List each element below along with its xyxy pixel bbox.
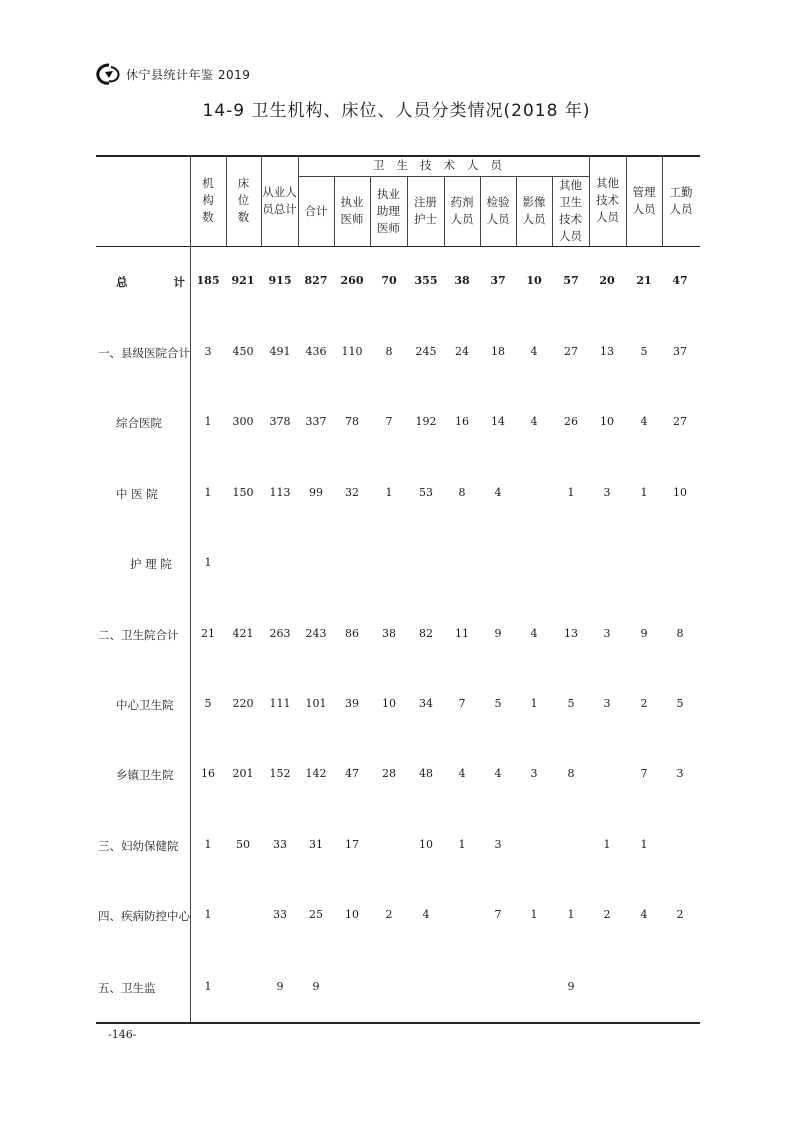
table-cell: 7 bbox=[458, 697, 466, 710]
table-cell: 1 bbox=[204, 908, 212, 921]
table-cell: 2 bbox=[385, 908, 393, 921]
table-cell: 378 bbox=[269, 415, 291, 428]
table-cell: 421 bbox=[232, 627, 254, 640]
table-cell: 33 bbox=[273, 838, 287, 851]
column-header: 床 位 数 bbox=[237, 176, 250, 224]
table-cell: 70 bbox=[381, 274, 397, 287]
column-header: 其他 卫生 技术 人员 bbox=[559, 178, 582, 243]
table-cell: 1 bbox=[640, 838, 648, 851]
column-header: 管理 人员 bbox=[632, 184, 656, 216]
table-cell: 2 bbox=[640, 697, 648, 710]
row-label: 三、妇幼保健院 bbox=[98, 839, 179, 853]
table-cell: 5 bbox=[494, 697, 502, 710]
table-cell: 185 bbox=[196, 274, 220, 287]
table-cell: 1 bbox=[530, 908, 538, 921]
table-cell: 1 bbox=[204, 556, 212, 569]
table-cell: 337 bbox=[305, 415, 327, 428]
table-cell: 10 bbox=[526, 274, 542, 287]
table-cell: 491 bbox=[269, 345, 291, 358]
table-cell: 25 bbox=[309, 908, 323, 921]
table-cell: 38 bbox=[454, 274, 470, 287]
table-cell: 4 bbox=[640, 415, 648, 428]
table-cell: 1 bbox=[567, 908, 575, 921]
row-label: 乡镇卫生院 bbox=[116, 768, 174, 782]
table-cell: 8 bbox=[676, 627, 684, 640]
table-cell: 38 bbox=[382, 627, 396, 640]
table-cell: 1 bbox=[603, 838, 611, 851]
table-cell: 86 bbox=[345, 627, 359, 640]
table-cell: 3 bbox=[676, 767, 684, 780]
table-cell: 110 bbox=[341, 345, 363, 358]
table-cell: 13 bbox=[600, 345, 614, 358]
table-cell: 9 bbox=[494, 627, 502, 640]
table-cell: 150 bbox=[232, 486, 254, 499]
table-cell: 3 bbox=[204, 345, 212, 358]
column-header: 药剂 人员 bbox=[450, 195, 474, 226]
table-cell: 34 bbox=[419, 697, 433, 710]
table-cell: 4 bbox=[530, 345, 538, 358]
table-cell: 99 bbox=[309, 486, 323, 499]
table-cell: 4 bbox=[458, 767, 466, 780]
table-cell: 14 bbox=[491, 415, 505, 428]
table-cell: 3 bbox=[494, 838, 502, 851]
table-cell: 915 bbox=[268, 274, 292, 287]
table-cell: 48 bbox=[419, 767, 433, 780]
table-cell: 1 bbox=[204, 980, 212, 993]
table-cell: 260 bbox=[340, 274, 364, 287]
row-label: 中 医 院 bbox=[116, 487, 158, 501]
table-cell: 192 bbox=[415, 415, 437, 428]
row-label: 综合医院 bbox=[116, 416, 162, 430]
table-cell: 10 bbox=[382, 697, 396, 710]
table-cell: 47 bbox=[672, 274, 688, 287]
table-cell: 16 bbox=[455, 415, 469, 428]
table-cell: 4 bbox=[494, 767, 502, 780]
column-header: 影像 人员 bbox=[522, 195, 546, 226]
table-cell: 1 bbox=[458, 838, 466, 851]
table-cell: 7 bbox=[494, 908, 502, 921]
yearbook-name: 休宁县统计年鉴 2019 bbox=[126, 67, 251, 82]
table-cell: 2 bbox=[603, 908, 611, 921]
table-cell: 28 bbox=[382, 767, 396, 780]
table-title: 14-9 卫生机构、床位、人员分类情况(2018 年) bbox=[202, 101, 591, 121]
table-cell: 5 bbox=[640, 345, 648, 358]
table-cell: 5 bbox=[567, 697, 575, 710]
table-cell: 4 bbox=[640, 908, 648, 921]
table-cell: 2 bbox=[676, 908, 684, 921]
table-cell: 1 bbox=[385, 486, 393, 499]
table-cell: 4 bbox=[530, 627, 538, 640]
table-cell: 142 bbox=[305, 767, 327, 780]
page-number: -146- bbox=[108, 1028, 137, 1041]
table-cell: 4 bbox=[422, 908, 430, 921]
table-cell: 11 bbox=[455, 627, 469, 640]
table-cell: 1 bbox=[204, 838, 212, 851]
table-cell: 37 bbox=[490, 274, 506, 287]
table-cell: 1 bbox=[204, 415, 212, 428]
table-cell: 921 bbox=[231, 274, 255, 287]
table-cell: 9 bbox=[567, 980, 575, 993]
table-cell: 7 bbox=[640, 767, 648, 780]
table-cell: 27 bbox=[564, 345, 578, 358]
table-cell: 3 bbox=[603, 697, 611, 710]
table-cell: 78 bbox=[345, 415, 359, 428]
row-label: 护 理 院 bbox=[130, 557, 172, 571]
table-cell: 220 bbox=[232, 697, 254, 710]
table-cell: 1 bbox=[530, 697, 538, 710]
table-cell: 53 bbox=[419, 486, 433, 499]
table-cell: 300 bbox=[232, 415, 254, 428]
table-cell: 13 bbox=[564, 627, 578, 640]
span-header-tech-staff: 卫生技术人员 bbox=[373, 158, 514, 172]
table-cell: 21 bbox=[636, 274, 652, 287]
table-cell: 3 bbox=[603, 627, 611, 640]
table-cell: 10 bbox=[673, 486, 687, 499]
table-cell: 7 bbox=[385, 415, 393, 428]
table-cell: 8 bbox=[385, 345, 393, 358]
table-cell: 9 bbox=[276, 980, 284, 993]
table-cell: 436 bbox=[305, 345, 327, 358]
row-label: 总 计 bbox=[116, 275, 192, 289]
column-header: 工勤 人员 bbox=[669, 184, 693, 216]
table-cell: 1 bbox=[567, 486, 575, 499]
table-cell: 4 bbox=[494, 486, 502, 499]
table-cell: 21 bbox=[201, 627, 215, 640]
table-cell: 26 bbox=[564, 415, 578, 428]
table-cell: 5 bbox=[676, 697, 684, 710]
column-header: 注册 护士 bbox=[414, 195, 437, 226]
table-cell: 4 bbox=[530, 415, 538, 428]
yearbook-logo-icon bbox=[96, 63, 122, 85]
table-cell: 3 bbox=[530, 767, 538, 780]
column-header: 执业 助理 医师 bbox=[377, 186, 400, 235]
table-cell: 113 bbox=[269, 486, 291, 499]
table-cell: 82 bbox=[419, 627, 433, 640]
table-cell: 10 bbox=[600, 415, 614, 428]
row-label: 中心卫生院 bbox=[116, 698, 174, 712]
column-header: 检验 人员 bbox=[486, 195, 510, 226]
table-cell: 8 bbox=[567, 767, 575, 780]
table-cell: 33 bbox=[273, 908, 287, 921]
table-cell: 57 bbox=[563, 274, 579, 287]
row-label: 五、卫生监 bbox=[98, 981, 156, 995]
table-cell: 152 bbox=[269, 767, 291, 780]
row-label: 二、卫生院合计 bbox=[98, 628, 179, 642]
table-cell: 1 bbox=[640, 486, 648, 499]
table-cell: 27 bbox=[673, 415, 687, 428]
table-cell: 31 bbox=[309, 838, 323, 851]
table-cell: 201 bbox=[232, 767, 254, 780]
table-cell: 827 bbox=[304, 274, 328, 287]
column-header: 从业人 员总计 bbox=[262, 184, 297, 216]
table-cell: 24 bbox=[455, 345, 469, 358]
table-cell: 39 bbox=[345, 697, 359, 710]
table-cell: 47 bbox=[345, 767, 359, 780]
column-header: 执业 医师 bbox=[340, 195, 364, 226]
table-cell: 9 bbox=[640, 627, 648, 640]
table-cell: 50 bbox=[236, 838, 250, 851]
table-cell: 1 bbox=[204, 486, 212, 499]
header-bottom-rule bbox=[96, 246, 700, 247]
table-cell: 245 bbox=[415, 345, 437, 358]
table-cell: 18 bbox=[491, 345, 505, 358]
row-label: 四、疾病防控中心 bbox=[98, 909, 190, 923]
table-cell: 263 bbox=[269, 627, 291, 640]
table-cell: 20 bbox=[599, 274, 615, 287]
row-label: 一、县级医院合计 bbox=[98, 346, 190, 360]
table-cell: 10 bbox=[345, 908, 359, 921]
table-cell: 9 bbox=[312, 980, 320, 993]
table-cell: 450 bbox=[232, 345, 254, 358]
table-cell: 32 bbox=[345, 486, 359, 499]
table-cell: 355 bbox=[414, 274, 438, 287]
yearbook-header bbox=[96, 63, 250, 85]
table-cell: 17 bbox=[345, 838, 359, 851]
column-header: 机 构 数 bbox=[202, 176, 214, 224]
table-cell: 5 bbox=[204, 697, 212, 710]
table-cell: 101 bbox=[305, 697, 327, 710]
table-cell: 111 bbox=[269, 697, 291, 710]
table-cell: 10 bbox=[419, 838, 433, 851]
column-header: 合计 bbox=[304, 203, 328, 218]
column-header: 其他 技术 人员 bbox=[596, 176, 619, 224]
table-bottom-rule bbox=[96, 1022, 700, 1024]
table-cell: 8 bbox=[458, 486, 466, 499]
table-cell: 3 bbox=[603, 486, 611, 499]
table-cell: 37 bbox=[673, 345, 687, 358]
table-cell: 16 bbox=[201, 767, 215, 780]
table-cell: 243 bbox=[305, 627, 327, 640]
